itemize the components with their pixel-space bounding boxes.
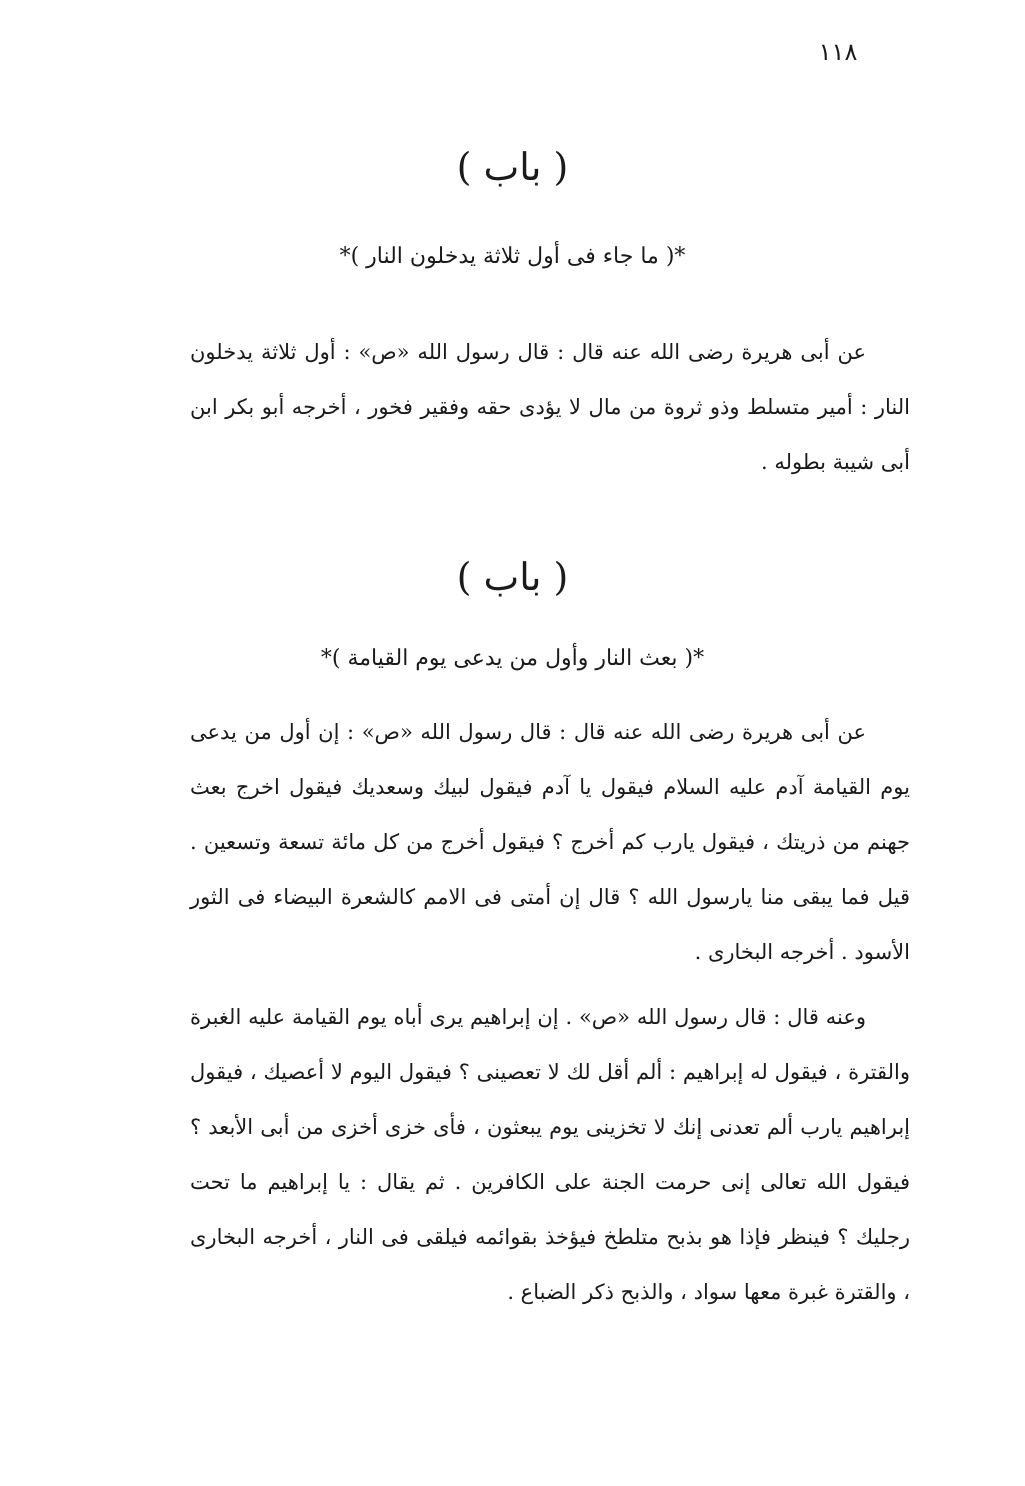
- page-number: ١١٨: [818, 38, 858, 66]
- section-2-paragraph-2: وعنه قال : قال رسول الله «ص» . إن إبراهيم يرى أباه يوم القيامة عليه الغبرة والقترة ، فيقول له إبراهيم : ألم أقل لك لا تعصينى ؟ فيقول اليوم لا أعصيك ، فيقول إبراهيم يارب ألم تعدنى إنك لا تخزينى يوم يبعثون ، فأى خزى أخزى من أبى الأبعد ؟ فيقول الله تعالى إنى حرمت الجنة على الكافرين . ثم يقال : يا إبراهيم ما تحت رجليك ؟ فينظر فإذا هو بذبح متلطخ فيؤخذ بقوائمه فيلقى فى النار ، أخرجه البخارى ، والقترة غبرة معها سواد ، والذبح ذكر الضباع .: [190, 1005, 910, 1304]
- section-1-paragraph-1: عن أبى هريرة رضى الله عنه قال : قال رسول الله «ص» : أول ثلاثة يدخلون النار : أمير متسلط وذو ثروة من مال لا يؤدى حقه وفقير فخور ، أخرجه أبو بكر ابن أبى شيبة بطوله .: [190, 340, 910, 474]
- section-2-subheading: *( بعث النار وأول من يدعى يوم القيامة )*: [320, 646, 705, 671]
- section-1-heading: ( باب ): [456, 145, 569, 189]
- section-2-heading: ( باب ): [456, 555, 569, 599]
- section-2-paragraph-1: عن أبى هريرة رضى الله عنه قال : قال رسول الله «ص» : إن أول من يدعى يوم القيامة آدم عليه السلام فيقول يا آدم فيقول لبيك وسعديك فيقول اخرج بعث جهنم من ذريتك ، فيقول يارب كم أخرج ؟ فيقول أخرج من كل مائة تسعة وتسعين . قيل فما يبقى منا يارسول الله ؟ قال إن أمتى فى الامم كالشعرة البيضاء فى الثور الأسود . أخرجه البخارى .: [190, 720, 910, 964]
- section-1-subheading: *( ما جاء فى أول ثلاثة يدخلون النار )*: [339, 244, 686, 269]
